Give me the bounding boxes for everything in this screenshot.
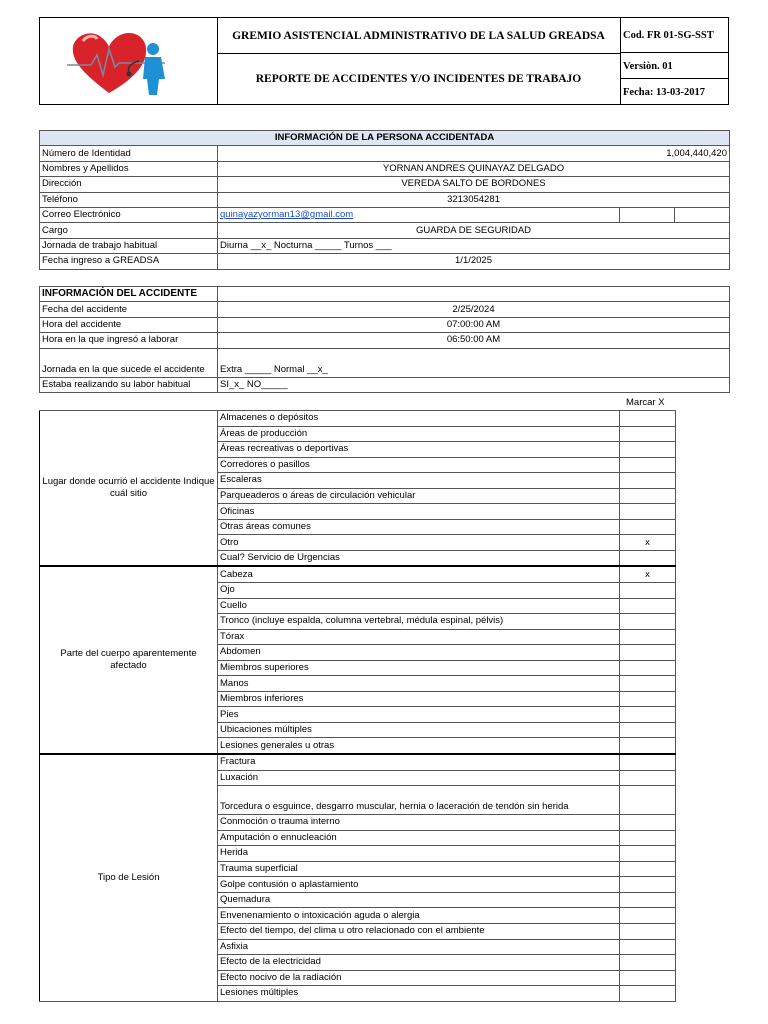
table-row xyxy=(40,754,676,770)
email-link[interactable]: quinayazyorman13@gmail.com xyxy=(220,209,354,221)
mark-cell[interactable] xyxy=(620,939,676,955)
table-row xyxy=(40,302,730,317)
mark-cell[interactable] xyxy=(620,877,676,893)
field-label: Nombres y Apellidos xyxy=(40,161,218,176)
option-label: Miembros superiores xyxy=(218,660,620,676)
mark-cell[interactable] xyxy=(620,923,676,939)
mark-cell[interactable] xyxy=(620,754,676,770)
option-label: Amputación o ennucleación xyxy=(218,830,620,846)
option-label: Efecto nocivo de la radiación xyxy=(218,970,620,986)
mark-cell[interactable] xyxy=(620,707,676,723)
option-label: Asfixia xyxy=(218,939,620,955)
option-label: Quemadura xyxy=(218,892,620,908)
field-label: Hora en la que ingresó a laborar xyxy=(40,333,218,348)
email-cell xyxy=(218,207,620,222)
option-label: Luxación xyxy=(218,770,620,786)
option-label: Abdomen xyxy=(218,645,620,661)
table-row xyxy=(40,566,676,582)
group-title: Parte del cuerpo aparentemente afectado xyxy=(40,566,218,754)
mark-cell[interactable] xyxy=(620,598,676,614)
position-value: GUARDA DE SEGURIDAD xyxy=(218,223,730,238)
field-label: Fecha ingreso a GREADSA xyxy=(40,254,218,269)
option-label: Otro xyxy=(218,535,620,551)
title-cell xyxy=(217,18,620,104)
option-label: Tórax xyxy=(218,629,620,645)
mark-cell[interactable] xyxy=(620,770,676,786)
table-row xyxy=(40,348,730,377)
option-label: Ubicaciones múltiples xyxy=(218,722,620,738)
option-label: Tronco (incluye espalda, columna vertebral, médula espinal, pélvis) xyxy=(218,614,620,630)
option-label: Envenenamiento o intoxicación aguda o alergia xyxy=(218,908,620,924)
option-label: Lesiones generales u otras xyxy=(218,738,620,754)
table-row xyxy=(40,238,730,253)
field-label: Estaba realizando su labor habitual xyxy=(40,377,218,392)
empty-cell xyxy=(620,207,675,222)
mark-cell[interactable] xyxy=(620,504,676,520)
phone-value: 3213054281 xyxy=(218,192,730,207)
field-label: Número de Identidad xyxy=(40,146,218,161)
mark-cell[interactable] xyxy=(620,411,676,427)
accident-date-value: 2/25/2024 xyxy=(218,302,730,317)
table-row xyxy=(40,161,730,176)
table-row xyxy=(40,411,676,427)
mark-cell[interactable] xyxy=(620,830,676,846)
mark-cell[interactable] xyxy=(620,660,676,676)
org-name: GREMIO ASISTENCIAL ADMINISTRATIVO DE LA SALUD GREADSA xyxy=(217,18,620,54)
option-label: Herida xyxy=(218,846,620,862)
table-row xyxy=(40,146,730,161)
empty-cell xyxy=(218,287,730,302)
shift-value: Diurna __x_ Nocturna _____ Turnos ___ xyxy=(218,238,730,253)
accident-time-value: 07:00:00 AM xyxy=(218,317,730,332)
option-label: Cuello xyxy=(218,598,620,614)
mark-cell[interactable] xyxy=(620,426,676,442)
hire-date-value: 1/1/2025 xyxy=(218,254,730,269)
option-label: Miembros inferiores xyxy=(218,691,620,707)
empty-cell xyxy=(675,207,730,222)
option-label: Trauma superficial xyxy=(218,861,620,877)
option-label: Áreas recreativas o deportivas xyxy=(218,442,620,458)
table-row xyxy=(40,223,730,238)
mark-cell[interactable] xyxy=(620,846,676,862)
accident-info-table xyxy=(39,286,730,393)
field-label: Fecha del accidente xyxy=(40,302,218,317)
field-label: Teléfono xyxy=(40,192,218,207)
option-label: Áreas de producción xyxy=(218,426,620,442)
option-label: Fractura xyxy=(218,754,620,770)
mark-cell[interactable] xyxy=(620,519,676,535)
mark-cell[interactable] xyxy=(620,722,676,738)
option-label: Conmoción o trauma interno xyxy=(218,815,620,831)
accident-section-title: INFORMACIÓN DEL ACCIDENTE xyxy=(40,287,218,302)
mark-cell[interactable] xyxy=(620,629,676,645)
mark-cell[interactable] xyxy=(620,908,676,924)
option-label: Lesiones múltiples xyxy=(218,986,620,1002)
checklist-table xyxy=(39,410,676,1002)
field-label: Dirección xyxy=(40,177,218,192)
form-code: Cod. FR 01-SG-SST xyxy=(621,18,729,53)
mark-cell[interactable] xyxy=(620,457,676,473)
group-title: Lugar donde ocurrió el accidente Indique cuál sitio xyxy=(40,411,218,567)
document-header xyxy=(39,17,729,105)
logo-cell xyxy=(40,18,218,104)
mark-cell[interactable] xyxy=(620,861,676,877)
mark-cell[interactable] xyxy=(620,892,676,908)
mark-cell[interactable] xyxy=(620,488,676,504)
field-label: Correo Electrónico xyxy=(40,207,218,222)
option-label: Parqueaderos o áreas de circulación vehicular xyxy=(218,488,620,504)
table-row xyxy=(40,207,730,222)
mark-cell[interactable] xyxy=(620,550,676,566)
person-info-table xyxy=(39,130,730,270)
mark-cell[interactable] xyxy=(620,815,676,831)
mark-cell[interactable] xyxy=(620,614,676,630)
group-title: Tipo de Lesión xyxy=(40,754,218,1001)
table-row xyxy=(40,177,730,192)
mark-cell[interactable]: x xyxy=(620,566,676,582)
mark-cell[interactable] xyxy=(620,645,676,661)
marcar-x-header: Marcar X xyxy=(626,397,665,408)
option-label: Cabeza xyxy=(218,566,620,582)
table-row xyxy=(40,254,730,269)
accident-shift-value: Extra _____ Normal __x_ xyxy=(218,348,730,377)
full-name-value: YORNAN ANDRES QUINAYAZ DELGADO xyxy=(218,161,730,176)
field-label: Jornada en la que sucede el accidente xyxy=(40,348,218,377)
mark-cell[interactable] xyxy=(620,691,676,707)
option-label: Almacenes o depósitos xyxy=(218,411,620,427)
habitual-work-value: SI_x_ NO_____ xyxy=(218,377,730,392)
option-label: Ojo xyxy=(218,583,620,599)
id-number-value: 1,004,440,420 xyxy=(218,146,730,161)
option-label: Corredores o pasillos xyxy=(218,457,620,473)
mark-cell[interactable] xyxy=(620,970,676,986)
option-label: Otras áreas comunes xyxy=(218,519,620,535)
mark-cell[interactable]: x xyxy=(620,535,676,551)
mark-cell[interactable] xyxy=(620,738,676,754)
form-version: Versiòn. 01 xyxy=(621,54,729,79)
table-row xyxy=(40,317,730,332)
option-label: Efecto de la electricidad xyxy=(218,955,620,971)
table-row xyxy=(40,192,730,207)
report-title: REPORTE DE ACCIDENTES Y/O INCIDENTES DE TRABAJO xyxy=(255,73,582,85)
table-row xyxy=(40,333,730,348)
option-label: Cual? Servicio de Urgencias xyxy=(218,550,620,566)
table-row xyxy=(40,377,730,392)
option-label: Escaleras xyxy=(218,473,620,489)
meta-cell xyxy=(620,18,729,104)
heart-doctor-logo-icon xyxy=(65,27,175,97)
mark-cell[interactable] xyxy=(620,955,676,971)
option-label: Pies xyxy=(218,707,620,723)
mark-cell[interactable] xyxy=(620,583,676,599)
field-label: Jornada de trabajo habitual xyxy=(40,238,218,253)
option-label: Golpe contusión o aplastamiento xyxy=(218,877,620,893)
field-label: Cargo xyxy=(40,223,218,238)
mark-cell[interactable] xyxy=(620,442,676,458)
mark-cell[interactable] xyxy=(620,676,676,692)
form-date: Fecha: 13-03-2017 xyxy=(623,86,705,98)
option-label: Efecto del tiempo, del clima u otro relacionado con el ambiente xyxy=(218,923,620,939)
person-section-title: INFORMACIÓN DE LA PERSONA ACCIDENTADA xyxy=(40,131,730,146)
start-time-value: 06:50:00 AM xyxy=(218,333,730,348)
address-value: VEREDA SALTO DE BORDONES xyxy=(218,177,730,192)
mark-cell[interactable] xyxy=(620,473,676,489)
option-label: Torcedura o esguince, desgarro muscular, hernia o laceración de tendón sin herida xyxy=(218,786,620,815)
mark-cell[interactable] xyxy=(620,986,676,1002)
field-label: Hora del accidente xyxy=(40,317,218,332)
option-label: Manos xyxy=(218,676,620,692)
mark-cell[interactable] xyxy=(620,786,676,815)
option-label: Oficinas xyxy=(218,504,620,520)
